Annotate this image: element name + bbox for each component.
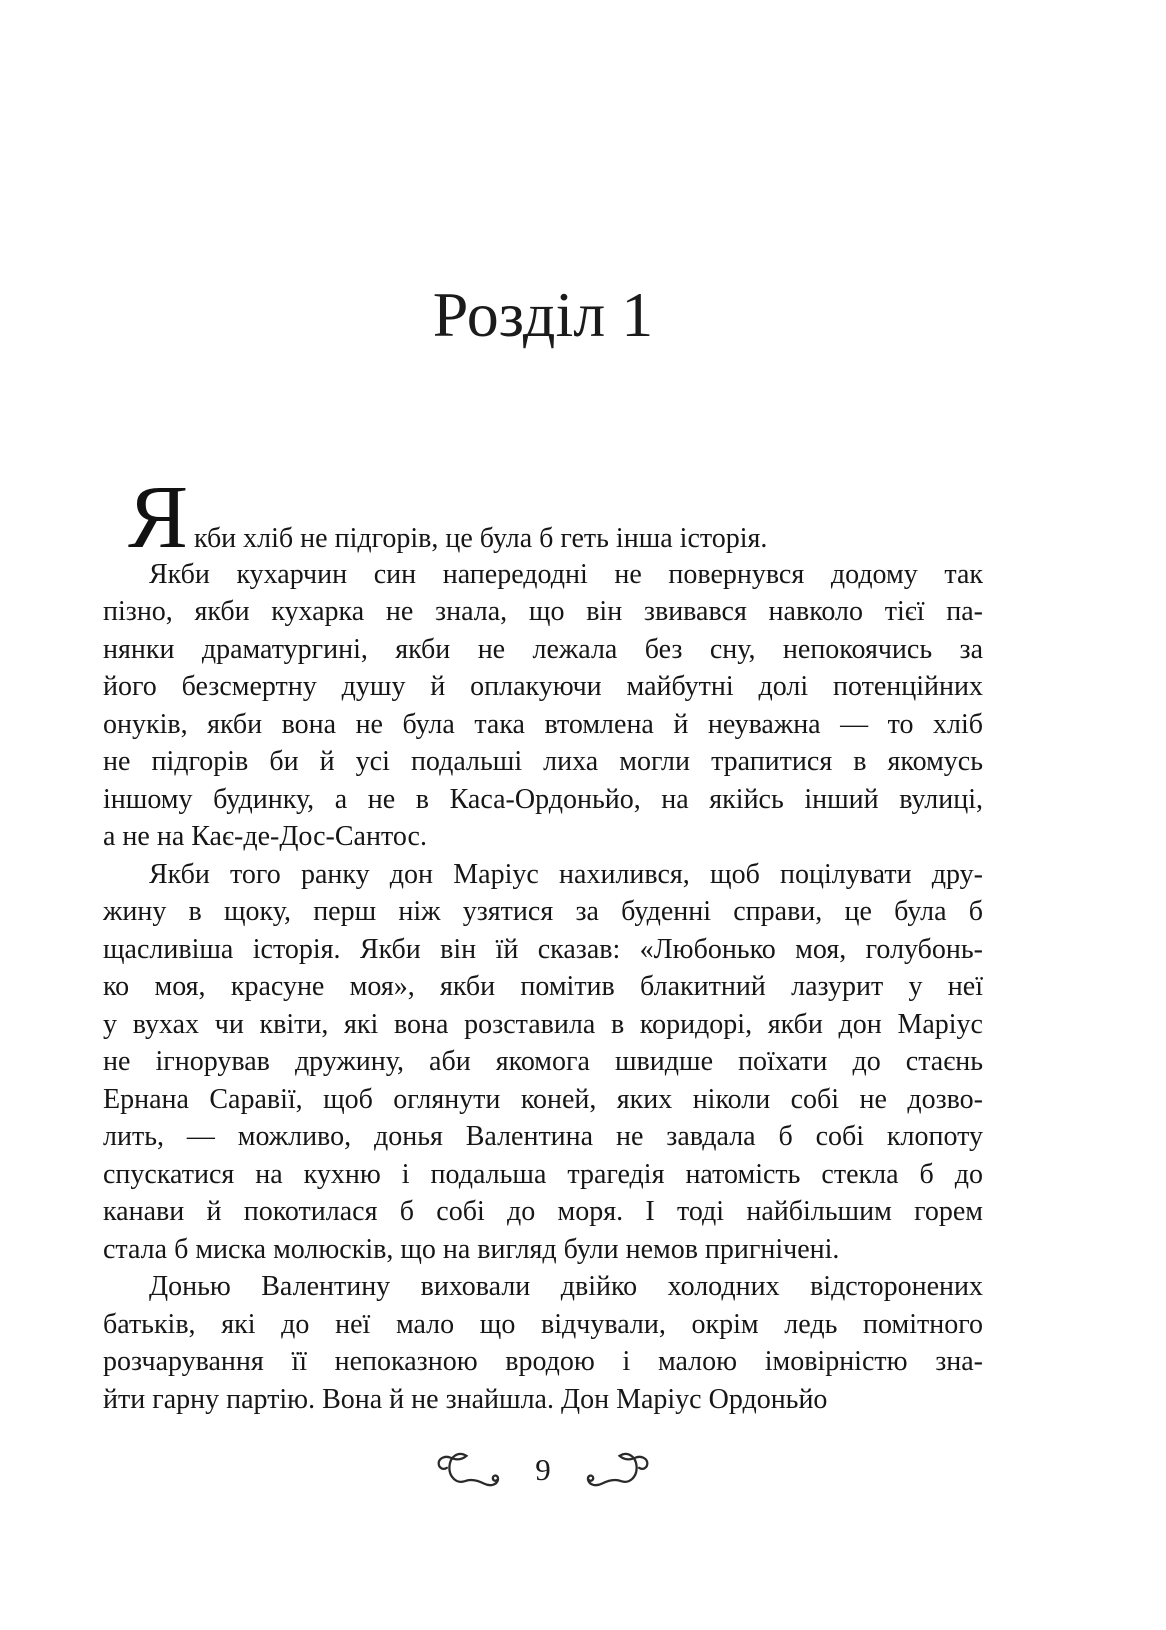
drop-cap: Я — [128, 468, 189, 567]
flourish-left-icon — [433, 1448, 515, 1494]
page-number: 9 — [535, 1451, 551, 1487]
text-line: стала б миска молюсків, що на вигляд були немов пригнічені. — [103, 1233, 840, 1265]
text-line — [103, 468, 983, 567]
chapter-title: Розділ 1 — [432, 279, 654, 350]
text-line: канави й покотилася б собі до моря. І тоді найбільшим горем — [103, 1196, 983, 1227]
text-line: батьків, які до неї мало що відчували, окрім ледь помітного — [103, 1308, 983, 1340]
body-text — [103, 468, 983, 1418]
text-line: спускатися на кухню і подальша трагедія натомість стекла б до — [103, 1158, 983, 1190]
text-line: нянки драматургині, якби не лежала без сну, непокоячись за — [103, 633, 983, 665]
paragraph — [103, 1268, 983, 1418]
text-line: жину в щоку, перш ніж узятися за буденні справи, це була б — [103, 896, 983, 927]
page-footer — [103, 1448, 983, 1494]
text-line: розчарування її непоказною вродою і малою імовірністю зна- — [103, 1346, 983, 1377]
text-line: щасливіша історія. Якби він їй сказав: «Любонько моя, голубонь- — [103, 933, 983, 965]
text-line: іншому будинку, а не в Каса-Ордоньйо, на якійсь інший вулиці, — [103, 783, 983, 815]
text-line: не підгорів би й усі подальші лиха могли трапитися в якомусь — [103, 746, 983, 777]
flourish-right-icon — [571, 1448, 653, 1494]
paragraph — [103, 556, 983, 856]
text-line: а не на Кає-де-Дос-Сантос. — [103, 821, 427, 852]
paragraph — [103, 468, 983, 567]
text-line: Якби кухарчин син напередодні не повернувся додому так — [149, 558, 983, 590]
paragraph — [103, 856, 983, 1269]
text-line: онуків, якби вона не була така втомлена й неуважна — то хліб — [103, 708, 983, 740]
text-line: ко моя, красуне моя», якби помітив блакитний лазурит у неї — [103, 971, 983, 1002]
text-line: його безсмертну душу й оплакуючи майбутні долі потенційних — [103, 671, 983, 702]
text-line: лить, — можливо, донья Валентина не завдала б собі клопоту — [103, 1121, 983, 1152]
text-line-content: кби хліб не підгорів, це була б геть інша історія. — [194, 523, 768, 554]
text-line: не ігнорував дружину, аби якомога швидше поїхати до стаєнь — [103, 1046, 983, 1077]
text-line: йти гарну партію. Вона й не знайшла. Дон Маріус Ордоньйо — [103, 1383, 828, 1415]
text-line: пізно, якби кухарка не знала, що він звивався навколо тієї па- — [103, 596, 983, 627]
text-line: у вухах чи квіти, які вона розставила в коридорі, якби дон Маріус — [103, 1008, 983, 1040]
text-line: Якби того ранку дон Маріус нахилився, щоб поцілувати дру- — [149, 858, 983, 890]
text-line: Ернана Саравії, щоб оглянути коней, яких ніколи собі не дозво- — [103, 1083, 983, 1115]
text-line: Донью Валентину виховали двійко холодних відсторонених — [149, 1271, 983, 1302]
